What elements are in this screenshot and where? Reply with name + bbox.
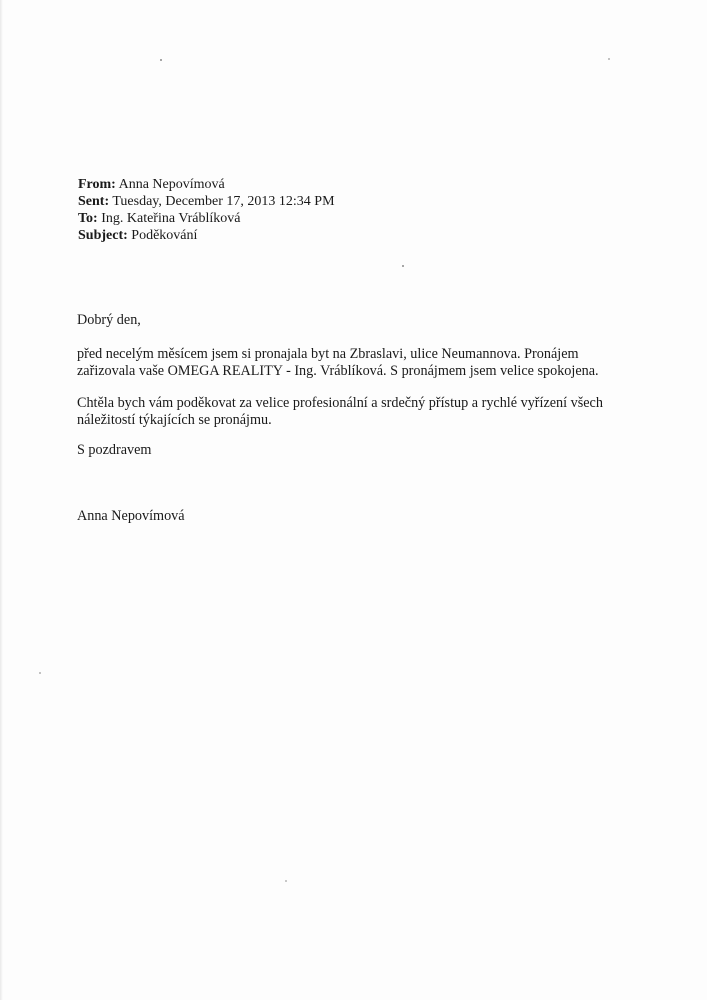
- subject-label: Subject:: [78, 228, 128, 243]
- paragraph-1: [77, 346, 677, 380]
- greeting: Dobrý den,: [77, 312, 141, 328]
- scan-edge-shadow: [0, 0, 3, 1000]
- scan-speck: [285, 880, 287, 882]
- sent-line: [78, 193, 335, 210]
- from-value: Anna Nepovímová: [118, 177, 225, 192]
- from-line: [78, 176, 335, 193]
- paragraph-1-line-1: před necelým měsícem jsem si pronajala byt na Zbraslavi, ulice Neumannova. Pronájem: [77, 346, 579, 362]
- to-label: To:: [78, 211, 98, 226]
- scan-speck: [160, 59, 162, 61]
- to-value: Ing. Kateřina Vráblíková: [101, 211, 241, 226]
- from-label: From:: [78, 177, 116, 192]
- paragraph-2-line-1: Chtěla bych vám poděkovat za velice profesionální a srdečný přístup a rychlé vyřízení všech: [77, 395, 603, 411]
- signature: Anna Nepovímová: [77, 508, 185, 524]
- subject-line: [78, 227, 335, 244]
- closing: S pozdravem: [77, 442, 152, 458]
- paragraph-1-line-2: zařizovala vaše OMEGA REALITY - Ing. Vráblíková. S pronájmem jsem velice spokojena.: [77, 363, 599, 379]
- scan-speck: [402, 265, 404, 267]
- scan-speck: [39, 672, 41, 674]
- to-line: [78, 210, 335, 227]
- email-header: [78, 176, 335, 244]
- sent-value: Tuesday, December 17, 2013 12:34 PM: [112, 194, 335, 209]
- scan-speck: [608, 58, 610, 60]
- paragraph-2-line-2: náležitostí týkajících se pronájmu.: [77, 412, 272, 428]
- sent-label: Sent:: [78, 194, 110, 209]
- paragraph-2: [77, 395, 677, 429]
- subject-value: Poděkování: [131, 228, 198, 243]
